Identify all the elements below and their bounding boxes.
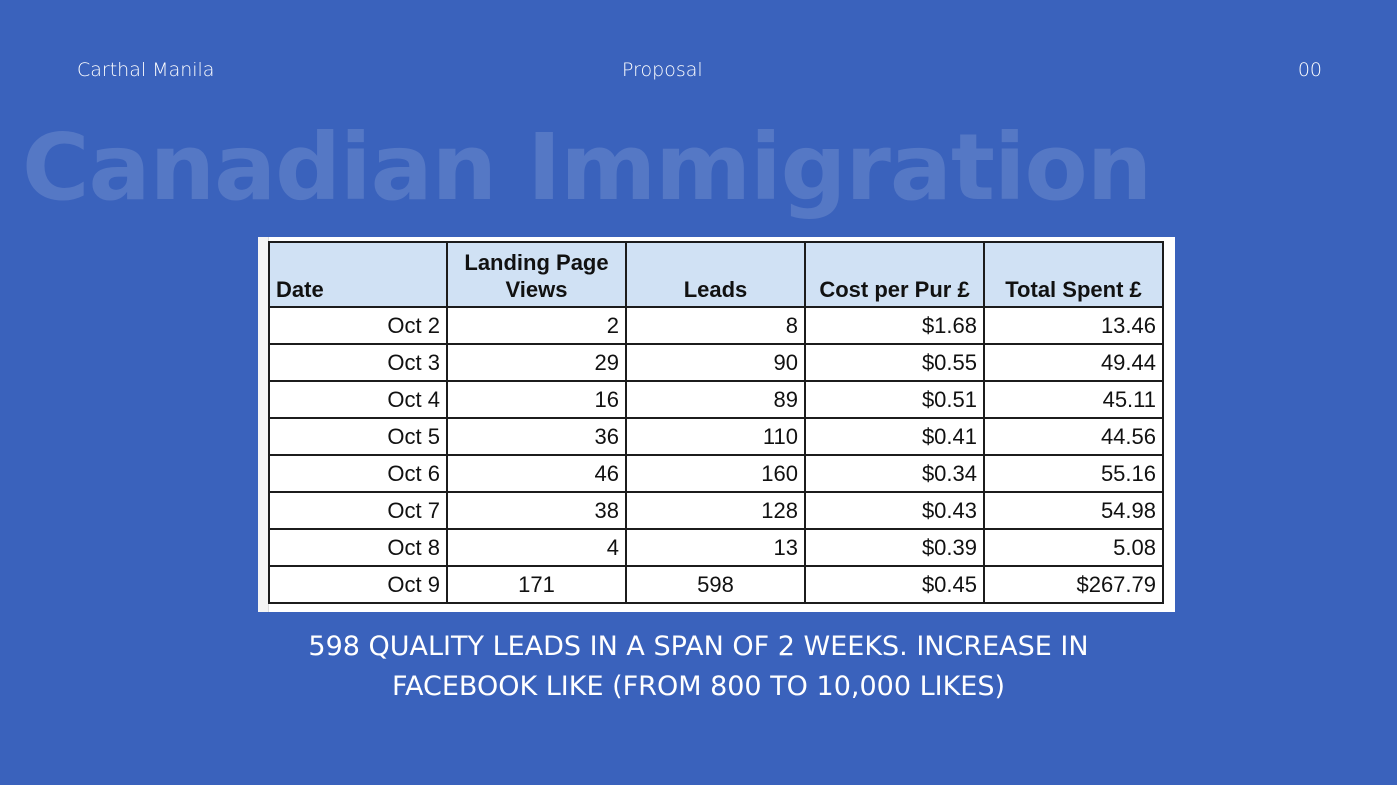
- cell-leads: 160: [626, 455, 805, 492]
- cell-date: Oct 8: [269, 529, 447, 566]
- slide-header: [0, 56, 1397, 84]
- cell-leads: 598: [626, 566, 805, 603]
- cell-leads: 90: [626, 344, 805, 381]
- cell-total: 54.98: [984, 492, 1163, 529]
- table-row: [269, 381, 1163, 418]
- header-views-line2: Views: [505, 277, 568, 302]
- cell-views: 2: [447, 307, 626, 344]
- cell-cost: $1.68: [805, 307, 984, 344]
- cell-total: 49.44: [984, 344, 1163, 381]
- page-number: 00: [1297, 59, 1322, 81]
- ads-results-table: [268, 241, 1164, 604]
- cell-total: 45.11: [984, 381, 1163, 418]
- cell-total: 55.16: [984, 455, 1163, 492]
- table-row: [269, 455, 1163, 492]
- header-date: Date: [269, 242, 447, 307]
- cell-total: 44.56: [984, 418, 1163, 455]
- cell-total: 13.46: [984, 307, 1163, 344]
- cell-leads: 8: [626, 307, 805, 344]
- results-caption: [0, 627, 1397, 707]
- section-title: Proposal: [622, 59, 703, 81]
- cell-date: Oct 3: [269, 344, 447, 381]
- cell-date: Oct 7: [269, 492, 447, 529]
- cell-leads: 110: [626, 418, 805, 455]
- cell-date: Oct 6: [269, 455, 447, 492]
- cell-date: Oct 4: [269, 381, 447, 418]
- cell-views: 29: [447, 344, 626, 381]
- cell-date: Oct 9: [269, 566, 447, 603]
- cell-cost: $0.43: [805, 492, 984, 529]
- cell-date: Oct 2: [269, 307, 447, 344]
- cell-views: 38: [447, 492, 626, 529]
- table-row: [269, 344, 1163, 381]
- cell-leads: 13: [626, 529, 805, 566]
- table-row: [269, 566, 1163, 603]
- cell-cost: $0.39: [805, 529, 984, 566]
- header-cost-per-purchase: Cost per Pur £: [805, 242, 984, 307]
- cell-views: 46: [447, 455, 626, 492]
- cell-views: 4: [447, 529, 626, 566]
- table-row: [269, 492, 1163, 529]
- cell-views: 171: [447, 566, 626, 603]
- cell-cost: $0.34: [805, 455, 984, 492]
- cell-cost: $0.45: [805, 566, 984, 603]
- header-total-spent: Total Spent £: [984, 242, 1163, 307]
- cell-leads: 128: [626, 492, 805, 529]
- cell-views: 16: [447, 381, 626, 418]
- cell-leads: 89: [626, 381, 805, 418]
- cell-date: Oct 5: [269, 418, 447, 455]
- caption-line-1: 598 QUALITY LEADS IN A SPAN OF 2 WEEKS. INCREASE IN: [308, 631, 1089, 662]
- table-row: [269, 418, 1163, 455]
- spreadsheet-screenshot: [258, 237, 1175, 612]
- watermark-title: Canadian Immigration: [22, 114, 1152, 221]
- author-name: Carthal Manila: [77, 59, 215, 81]
- cell-cost: $0.55: [805, 344, 984, 381]
- cell-views: 36: [447, 418, 626, 455]
- header-views-line1: Landing Page: [464, 250, 609, 275]
- cell-cost: $0.41: [805, 418, 984, 455]
- table-header-row: [269, 242, 1163, 307]
- cell-total: $267.79: [984, 566, 1163, 603]
- caption-line-2: FACEBOOK LIKE (FROM 800 TO 10,000 LIKES): [391, 671, 1006, 702]
- header-leads: Leads: [626, 242, 805, 307]
- cell-cost: $0.51: [805, 381, 984, 418]
- table-row: [269, 307, 1163, 344]
- cell-total: 5.08: [984, 529, 1163, 566]
- header-landing-page-views: [447, 242, 626, 307]
- table-row: [269, 529, 1163, 566]
